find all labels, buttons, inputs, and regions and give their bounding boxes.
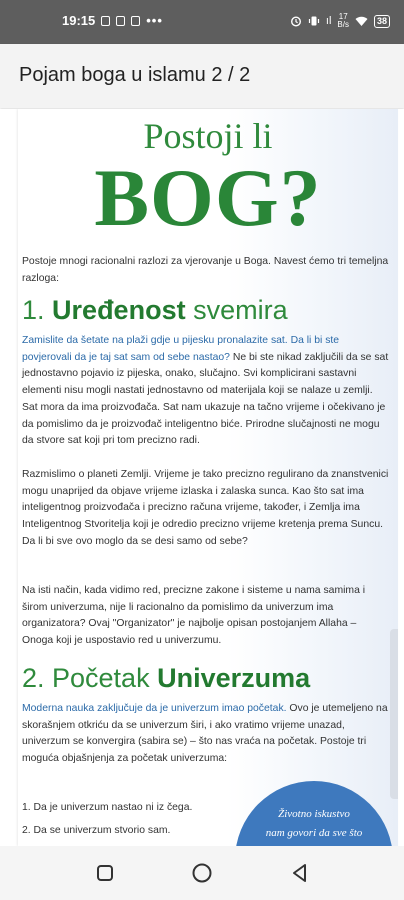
list-item-2: 2. Da se univerzum stvorio sam. bbox=[22, 825, 171, 836]
vibrate-icon bbox=[308, 15, 320, 27]
net-speed-value: 17 bbox=[338, 12, 348, 21]
paragraph-4 bbox=[22, 701, 390, 768]
status-left bbox=[62, 13, 163, 28]
sim-notification-icon bbox=[116, 16, 125, 26]
document-viewer[interactable] bbox=[0, 109, 404, 846]
page-title: Pojam boga u islamu 2 / 2 bbox=[19, 64, 251, 86]
paragraph-4-highlight: Moderna nauka zaključuje da je univerzum imao početak. bbox=[22, 703, 287, 714]
navigation-bar bbox=[0, 846, 404, 900]
paragraph-2: Razmislimo o planeti Zemlji. Vrijeme je tako precizno regulirano da znanstvenici mogu unaprijed da objave vrijeme izlaska i zalaska sunca. Kao što sat ima inteligentnog proizvođača i precizno računa vrijeme, također, i Zemlja ima Inteligentnog Stvoritelja koji je odredio precizno vrijeme kretenja prema Suncu. Da li bi sve ovo moglo da se desi samo od sebe? bbox=[22, 469, 389, 547]
page-edge bbox=[390, 629, 398, 799]
section-2-heading bbox=[22, 663, 310, 694]
home-icon[interactable] bbox=[190, 861, 214, 885]
message-notification-icon bbox=[131, 16, 140, 26]
intro-text: Postoje mnogi racionalni razlozi za vjerovanje u Boga. Navest ćemo tri temeljna razloga: bbox=[22, 256, 389, 284]
battery-icon: 38 bbox=[374, 15, 390, 28]
alarm-icon bbox=[290, 15, 302, 27]
section-1-heading bbox=[22, 295, 288, 326]
document-page[interactable] bbox=[18, 109, 398, 846]
wifi-icon bbox=[355, 16, 368, 27]
headline-big: BOG? bbox=[94, 152, 322, 243]
paragraph-1-body: Ne bi ste nikad zaključili da se sat jednostavno pojavio iz pijeska, onako, slučajno. Svi komplicirani sastavni elementi nisu mogli nastati jednostavno od materijala koji se nalaze u zemlji. Sat mora da ima proizvođača. Sat nam ukazuje na tačno vrijeme i očekivano je da pomislimo da je proizvođač inteligentno biće. Prirodne slučajnosti ne mogu da stvore sat koji pri tom precizno radi. bbox=[22, 351, 389, 447]
section-1-number: 1. bbox=[22, 295, 45, 325]
back-icon[interactable] bbox=[288, 861, 312, 885]
headline-small: Postoji li bbox=[143, 116, 273, 156]
section-2-bold: Univerzuma bbox=[157, 663, 311, 693]
photo-notification-icon bbox=[101, 16, 110, 26]
paragraph-1-highlight: Zamislite da šetate na plaži gdje u pijesku pronalazite sat. Da li bi ste povjerovali da je taj sat sam od sebe nastao? bbox=[22, 335, 340, 363]
list-item-1: 1. Da je univerzum nastao ni iz čega. bbox=[22, 802, 193, 813]
paragraph-4-body: Ovo je utemeljeno na skorašnjem otkriću da se univerzum širi, i ako vratimo vrijeme unazad, univerzum se konvergira (sabira se) – što nas vraća na početak. Postoje tri moguća objašnjenja za početak univerzuma: bbox=[22, 703, 388, 765]
network-speed bbox=[337, 13, 349, 29]
section-1-rest: svemira bbox=[193, 295, 288, 325]
status-bar bbox=[0, 0, 404, 44]
section-2-text: 2. Početak bbox=[22, 663, 150, 693]
more-notifications-icon: ••• bbox=[146, 13, 163, 28]
status-right bbox=[290, 13, 390, 29]
quote-line-2: nam govori da sve što bbox=[265, 827, 363, 839]
section-1-bold: Uređenost bbox=[52, 295, 186, 325]
signal-icon: ıl bbox=[325, 15, 332, 27]
net-speed-unit: B/s bbox=[337, 20, 349, 29]
quote-line-1: Životno iskustvo bbox=[278, 808, 350, 820]
paragraph-3: Na isti način, kada vidimo red, precizne zakone i sisteme u nama samima i širom univerzuma, nije li racionalno da pomislimo da univerzum ima organizatora? Ovaj "Organizator" je najbolje opisan postojanjem Allaha – Onoga koji je uspostavio red u univerzumu. bbox=[22, 585, 366, 647]
status-time: 19:15 bbox=[62, 13, 96, 28]
paragraph-1 bbox=[22, 333, 390, 450]
recents-icon[interactable] bbox=[93, 861, 117, 885]
app-bar bbox=[0, 44, 404, 108]
